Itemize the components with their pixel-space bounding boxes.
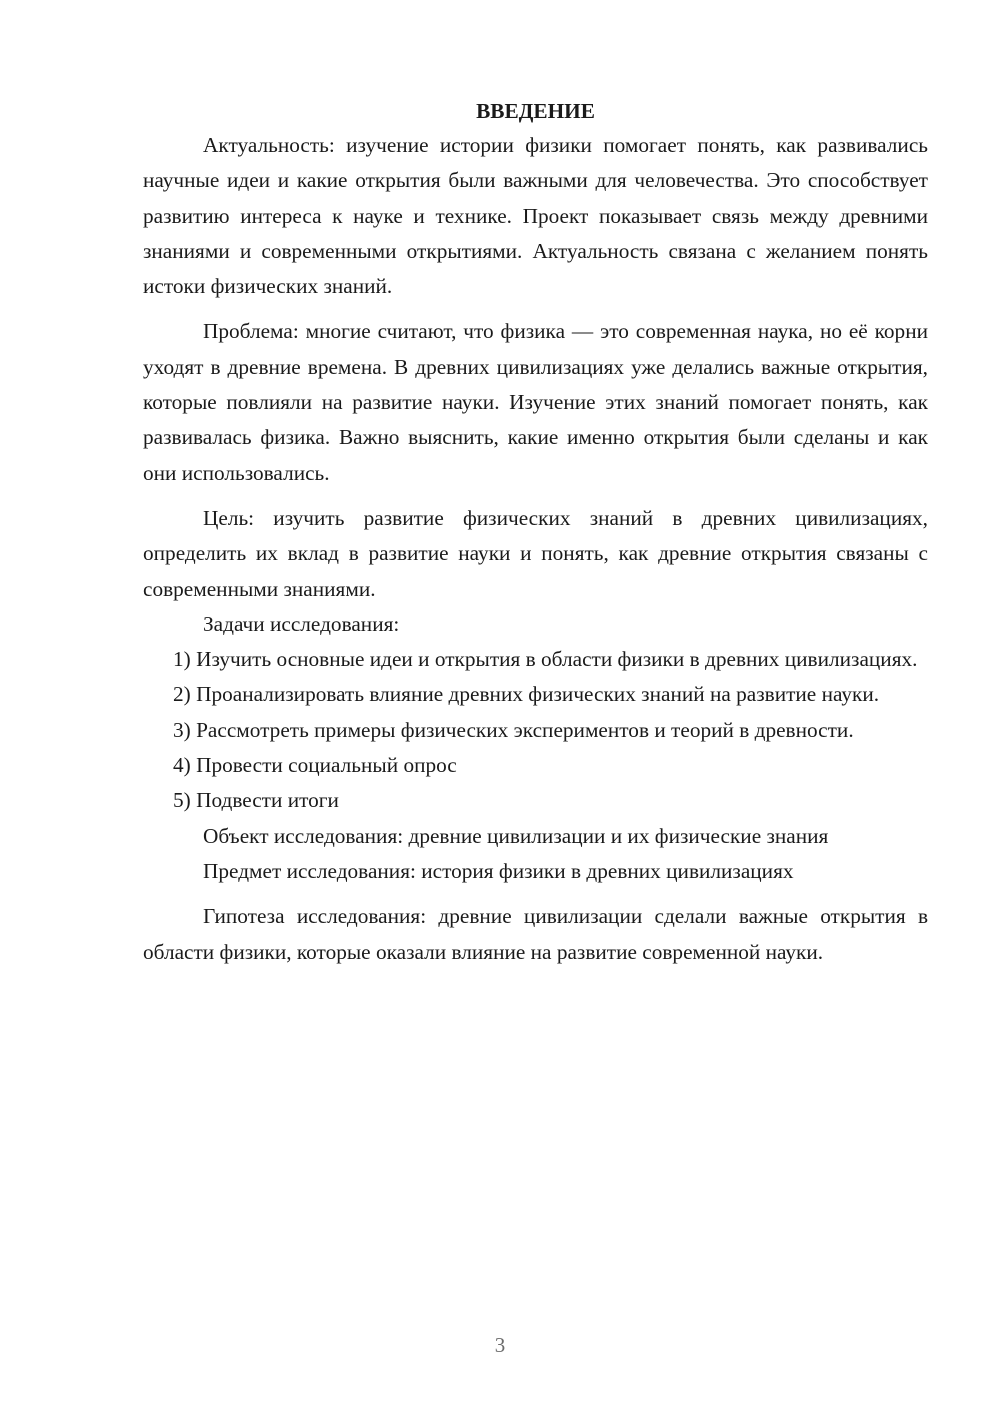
research-hypothesis: Гипотеза исследования: древние цивилизации сделали важные открытия в области физики, которые оказали влияние на развитие современной науки. <box>143 904 928 964</box>
paragraph-goal: Цель: изучить развитие физических знаний в древних цивилизациях, определить их вклад в развитие науки и понять, как древние открытия связаны с современными знаниями. <box>143 505 928 601</box>
paragraph-problem: Проблема: многие считают, что физика — это современная наука, но её корни уходят в древние времена. В древних цивилизациях уже делались важные открытия, которые повлияли на развитие науки. Изучение этих знаний помогает понять, как развивалась физика. Важно выяснить, какие именно открытия были сделаны и как они использовались. <box>143 319 928 485</box>
task-item-4: 4) Провести социальный опрос <box>173 753 457 778</box>
research-object: Объект исследования: древние цивилизации и их физические знания <box>203 823 829 848</box>
section-title: ВВЕДЕНИЕ <box>476 99 595 123</box>
tasks-heading: Задачи исследования: <box>203 611 400 636</box>
paragraph-relevance: Актуальность: изучение истории физики помогает понять, как развивались научные идеи и какие открытия были важными для человечества. Это способствует развитию интереса к науке и технике. Проект показывает связь между древними знаниями и современными открытиями. Актуальность связана с желанием понять истоки физических знаний. <box>143 133 928 299</box>
page-number: 3 <box>494 1333 506 1357</box>
task-item-2: 2) Проанализировать влияние древних физических знаний на развитие науки. <box>173 682 880 707</box>
page-content <box>143 94 928 970</box>
task-item-1: 1) Изучить основные идеи и открытия в области физики в древних цивилизациях. <box>173 647 918 672</box>
task-item-3: 3) Рассмотреть примеры физических экспериментов и теорий в древности. <box>173 717 854 742</box>
research-subject: Предмет исследования: история физики в древних цивилизациях <box>203 858 794 883</box>
task-item-5: 5) Подвести итоги <box>173 788 339 813</box>
